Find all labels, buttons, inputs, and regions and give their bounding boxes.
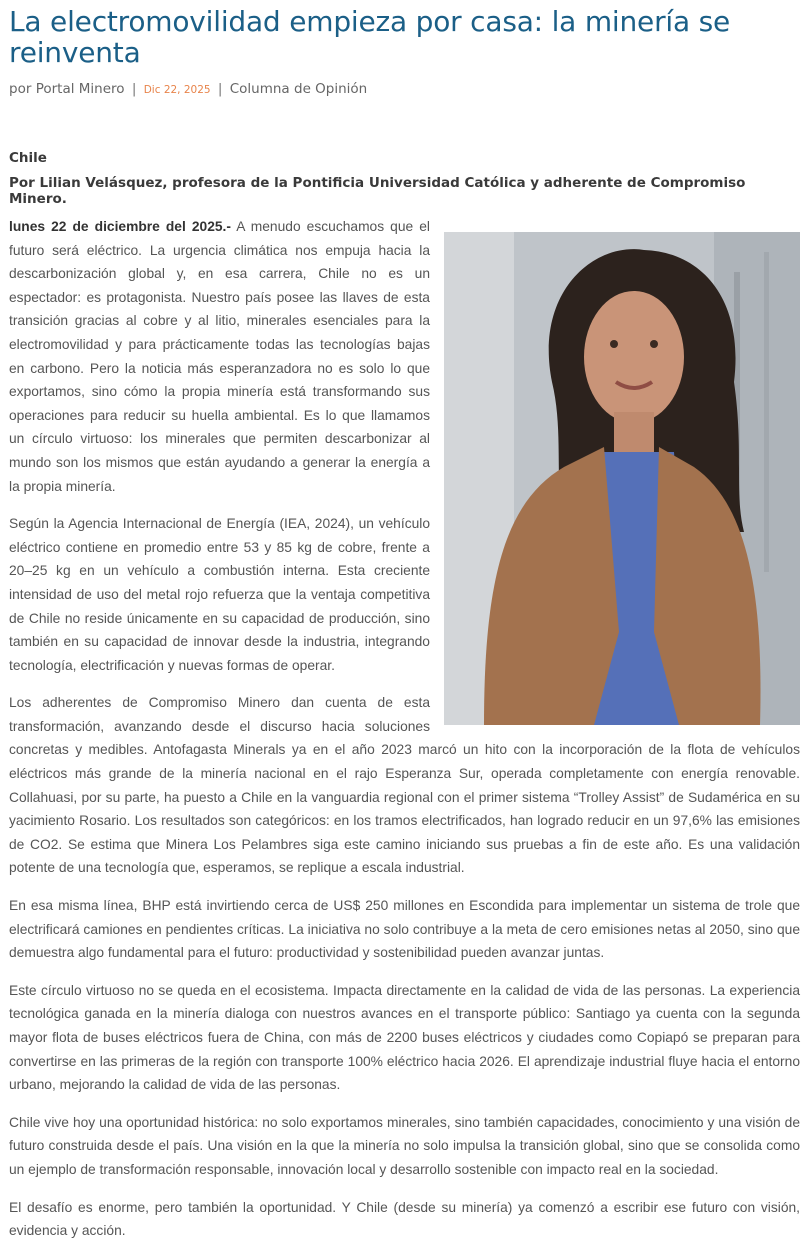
category-link[interactable]: Columna de Opinión: [229, 81, 368, 97]
paragraph-7: El desafío es enorme, pero también la oportunidad. Y Chile (desde su minería) ya comenzó a escribir ese futuro con visión, evidencia y acción.: [9, 1199, 800, 1239]
author-byline: Por Lilian Velásquez, profesora de la Pontificia Universidad Católica y adherente de Compromiso Minero.: [9, 175, 746, 207]
article-title: La electromovilidad empieza por casa: la minería se reinventa: [9, 5, 731, 69]
lead-date: lunes 22 de diciembre del 2025.-: [9, 219, 231, 234]
meta-prefix: por: [9, 81, 32, 97]
author-link[interactable]: Portal Minero: [35, 81, 125, 97]
paragraph-4: En esa misma línea, BHP está invirtiendo cerca de US$ 250 millones en Escondida para implementar un sistema de trole que electrificará camiones en pendientes críticas. La iniciativa no solo contribuye a la meta de cero emisiones netas al 2050, sino que demuestra algo fundamental para el futuro: productividad y sostenibilidad pueden avanzar juntas.: [9, 898, 800, 961]
article-container: [9, 0, 800, 1257]
meta-separator: |: [217, 81, 223, 97]
author-photo: [444, 232, 800, 725]
publish-date: Dic 22, 2025: [143, 84, 211, 96]
paragraph-2: Según la Agencia Internacional de Energía (IEA, 2024), un vehículo eléctrico contiene en promedio entre 53 y 85 kg de cobre, frente a 20–25 kg en un vehículo a combustión interna. Esta creciente intensidad de uso del metal rojo refuerza que la ventaja competitiva de Chile no reside únicamente en su capacidad de producción, sino también en su capacidad de innovar desde la industria, integrando tecnología, electrificación y nuevas formas de operar.: [9, 516, 430, 673]
article-body: [9, 215, 800, 1243]
country-label: Chile: [9, 150, 47, 166]
paragraph-5: Este círculo virtuoso no se queda en el ecosistema. Impacta directamente en la calidad de vida de las personas. La experiencia tecnológica ganada en la minería dialoga con nuestros avances en el transporte público: Santiago ya cuenta con la segunda mayor flota de buses eléctricos fuera de China, con más de 2200 buses eléctricos y ciudades como Copiapó se preparan para convertirse en las primeras de la región con transporte 100% eléctrico hacia 2026. El aprendizaje industrial fluye hacia el entorno urbano, mejorando la calidad de vida de las personas.: [9, 982, 800, 1093]
paragraph-1-text: A menudo escuchamos que el futuro será eléctrico. La urgencia climática nos empuja hacia la descarbonización global y, en esa carrera, Chile no es un espectador: es protagonista. Nuestro país posee las llaves de esta transición gracias al cobre y al litio, minerales esenciales para la electromovilidad y para prácticamente todas las tecnologías bajas en carbono. Pero la noticia más esperanzadora no es solo lo que exportamos, sino cómo la propia minería está transformando sus operaciones para reducir su huella ambiental. Es lo que llamamos un círculo virtuoso: los minerales que permiten descarbonizar al mundo son los mismos que están ayudando a generar la energía a la propia minería.: [9, 219, 430, 494]
meta-separator: |: [131, 81, 137, 97]
article-meta: [9, 79, 800, 100]
portrait-image: [444, 232, 800, 725]
paragraph-3: Los adherentes de Compromiso Minero dan cuenta de esta transformación, avanzando desde el discurso hacia soluciones concretas y medibles. Antofagasta Minerals ya en el año 2023 marcó un hito con la incorporación de la flota de vehículos eléctricos más grande de la minería nacional en el rajo Esperanza Sur, operada completamente con energía renovable. Collahuasi, por su parte, ha puesto a Chile en la vanguardia regional con el primer sistema “Trolley Assist” de Sudamérica en su yacimiento Rosario. Los resultados son categóricos: en los tramos electrificados, han logrado reducir en un 97,6% las emisiones de CO2. Se estima que Minera Los Pelambres siga este camino iniciando sus pruebas a fin de este año. Es una validación potente de una tecnología que, esperamos, se replique a escala industrial.: [9, 695, 800, 876]
paragraph-6: Chile vive hoy una oportunidad histórica: no solo exportamos minerales, sino también capacidades, conocimiento y una visión de futuro construida desde el país. Una visión en la que la minería no solo impulsa la transición global, sino que se consolida como un ejemplo de transformación responsable, innovación local y desarrollo sostenible con impacto real en la sociedad.: [9, 1114, 800, 1177]
